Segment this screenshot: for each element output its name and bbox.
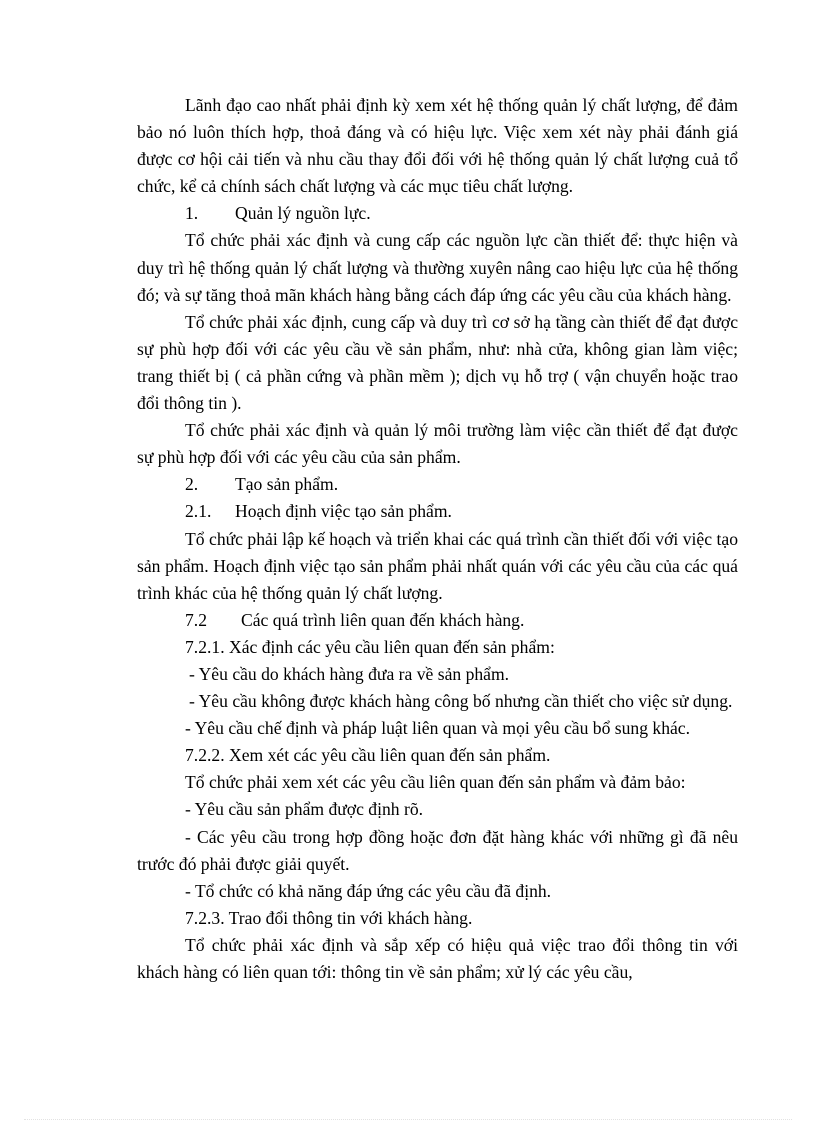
list-item: - Các yêu cầu trong hợp đồng hoặc đơn đặt hàng khác với những gì đã nêu trước đó phải được giải quyết.	[137, 826, 738, 874]
subheading-7-2-2: 7.2.2. Xem xét các yêu cầu liên quan đến sản phẩm.	[185, 745, 551, 766]
list-item: - Yêu cầu sản phẩm được định rõ.	[185, 799, 424, 820]
paragraph-management-review: Lãnh đạo cao nhất phải định kỳ xem xét hệ thống quản lý chất lượng, để đảm bảo nó luôn thích hợp, thoả đáng và có hiệu lực. Việc xem xét này phải đánh giá được cơ hội cải tiến và nhu cầu thay đổi đối với hệ thống quản lý chất lượng cuả tổ chức, kể cả chính sách chất lượng và các mục tiêu chất lượng.	[137, 95, 738, 197]
heading-planning	[137, 498, 738, 525]
heading-number: 2.	[185, 474, 199, 495]
paragraph-infrastructure: Tổ chức phải xác định, cung cấp và duy trì cơ sở hạ tầng càn thiết để đạt được sự phù hợp đối với các yêu cầu về sản phẩm, như: nhà cửa, không gian làm việc; trang thiết bị ( cả phần cứng và phần mềm ); dịch vụ hỗ trợ ( vận chuyển hoặc trao đổi thông tin ).	[137, 311, 738, 414]
list-item: - Yêu cầu chế định và pháp luật liên quan và mọi yêu cầu bổ sung khác.	[185, 718, 691, 739]
heading-number: 2.1.	[185, 501, 212, 522]
page-bottom-divider	[24, 1119, 792, 1120]
heading-text: Tạo sản phẩm.	[235, 474, 339, 495]
list-item: - Yêu cầu không được khách hàng công bố nhưng cần thiết cho việc sử dụng.	[189, 691, 733, 712]
heading-text: Các quá trình liên quan đến khách hàng.	[241, 609, 525, 630]
document-body	[137, 92, 738, 986]
heading-text: Hoạch định việc tạo sản phẩm.	[235, 501, 452, 522]
list-item: - Tổ chức có khả năng đáp ứng các yêu cầu đã định.	[185, 880, 552, 901]
heading-customer-processes	[137, 607, 738, 634]
heading-resource-management	[137, 200, 738, 227]
list-item: - Yêu cầu do khách hàng đưa ra về sản phẩm.	[189, 663, 510, 684]
paragraph-planning: Tổ chức phải lập kế hoạch và triển khai các quá trình cần thiết đối với việc tạo sản phẩm. Hoạch định việc tạo sản phẩm phải nhất quán với các yêu cầu của các quá trình khác của hệ thống quản lý chất lượng.	[137, 528, 738, 603]
paragraph-review: Tổ chức phải xem xét các yêu cầu liên quan đến sản phẩm và đảm bảo:	[185, 772, 686, 793]
heading-product-realization	[137, 471, 738, 498]
heading-number: 1.	[185, 203, 199, 224]
heading-number: 7.2	[185, 609, 207, 630]
paragraph-resources: Tổ chức phải xác định và cung cấp các nguồn lực cần thiết để: thực hiện và duy trì hệ thống quản lý chất lượng và thường xuyên nâng cao hiệu lực của hệ thống đó; và sự tăng thoả mãn khách hàng bằng cách đáp ứng các yêu cầu của khách hàng.	[137, 230, 738, 305]
subheading-7-2-1: 7.2.1. Xác định các yêu cầu liên quan đến sản phẩm:	[185, 636, 555, 657]
subheading-7-2-3: 7.2.3. Trao đổi thông tin với khách hàng.	[185, 907, 473, 928]
paragraph-work-environment: Tổ chức phải xác định và quản lý môi trường làm việc cần thiết để đạt được sự phù hợp đối với các yêu cầu của sản phẩm.	[137, 420, 738, 468]
paragraph-communication: Tổ chức phải xác định và sắp xếp có hiệu quả việc trao đổi thông tin với khách hàng có liên quan tới: thông tin về sản phẩm; xử lý các yêu cầu,	[137, 934, 738, 982]
heading-text: Quản lý nguồn lực.	[235, 203, 371, 224]
